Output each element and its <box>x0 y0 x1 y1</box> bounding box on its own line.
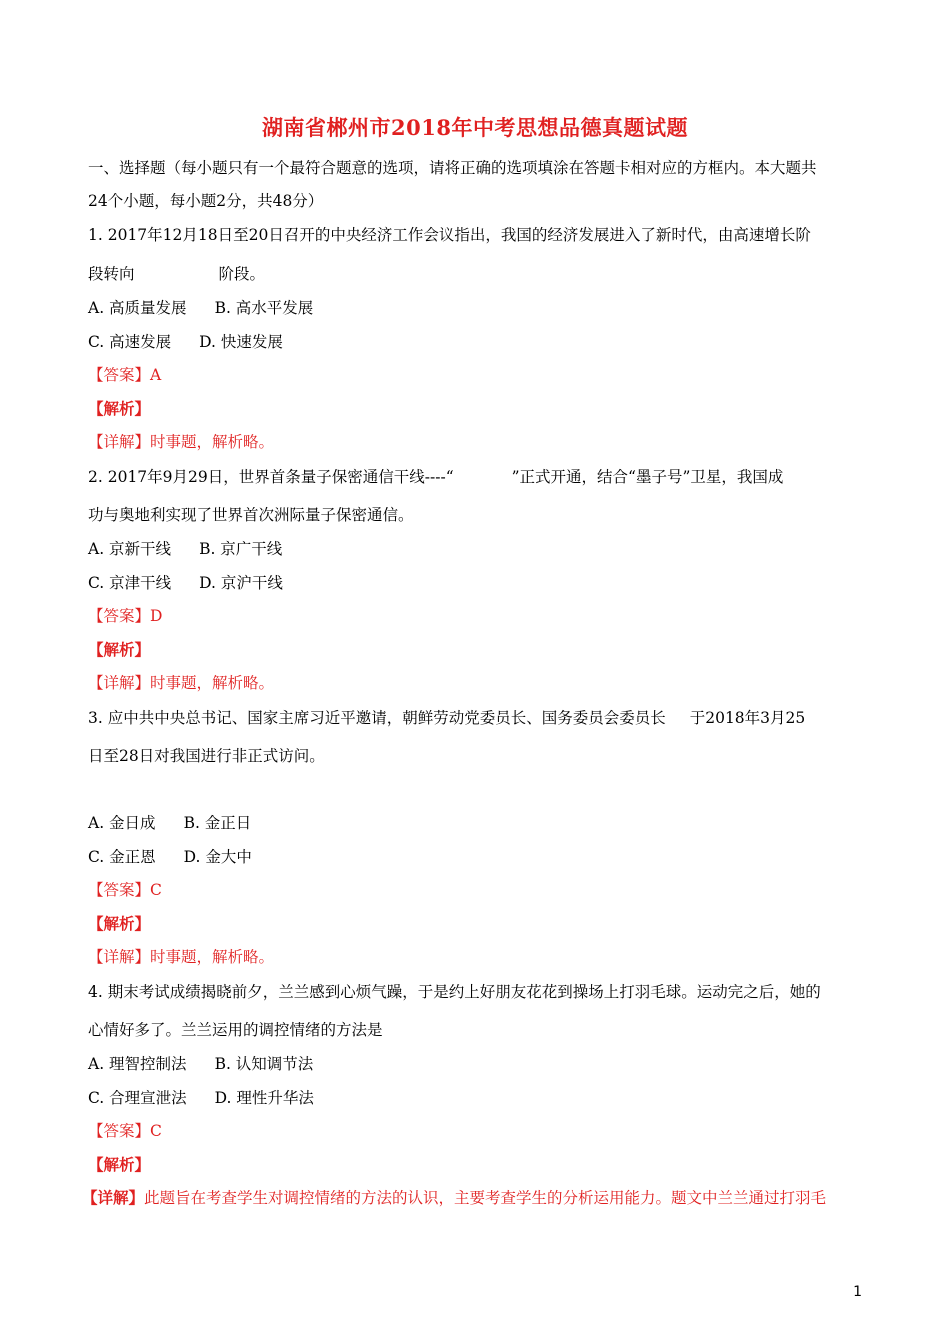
q1-option-d: D. 快速发展 <box>199 333 283 351</box>
q1-stem-line2 <box>88 264 265 284</box>
q3-analysis: 【解析】 <box>88 914 151 933</box>
q3-stem-part-b: 于2018年3月25 <box>689 709 806 727</box>
q4-detail-text: 此题旨在考查学生对调控情绪的方法的认识，主要考查学生的分析运用能力。题文中兰兰通过打羽毛 <box>144 1189 827 1207</box>
q1-option-a: A. 高质量发展 <box>88 299 187 317</box>
page-number: 1 <box>853 1284 862 1300</box>
q3-answer: 【答案】C <box>88 881 162 899</box>
q3-stem-part-a: 3. 应中共中央总书记、国家主席习近平邀请，朝鲜劳动党委员长、国务委员会委员长 <box>88 709 666 727</box>
q4-answer: 【答案】C <box>88 1122 162 1140</box>
q4-option-b: B. 认知调节法 <box>214 1055 314 1073</box>
q3-option-a: A. 金日成 <box>88 814 156 832</box>
q1-stem-line1: 1. 2017年12月18日至20日召开的中央经济工作会议指出，我国的经济发展进入了新时代，由高速增长阶 <box>88 226 811 244</box>
q2-option-a: A. 京新干线 <box>88 540 172 558</box>
q3-option-d: D. 金大中 <box>183 848 252 866</box>
q2-option-c: C. 京津干线 <box>88 574 172 592</box>
q2-analysis: 【解析】 <box>88 640 151 659</box>
q1-option-c: C. 高速发展 <box>88 333 172 351</box>
q3-option-c: C. 金正恩 <box>88 848 156 866</box>
q1-analysis: 【解析】 <box>88 399 151 418</box>
q4-stem-line2: 心情好多了。兰兰运用的调控情绪的方法是 <box>88 1021 383 1039</box>
page-title: 湖南省郴州市2018年中考思想品德真题试题 <box>262 115 688 140</box>
q3-option-b: B. 金正日 <box>183 814 252 832</box>
q4-detail <box>82 1188 826 1208</box>
q2-options-row2 <box>88 573 283 593</box>
q2-stem-line1 <box>88 467 783 487</box>
q2-stem-part-a: 2. 2017年9月29日，世界首条量子保密通信干线----“ <box>88 468 454 486</box>
q3-options-row2 <box>88 847 252 867</box>
q4-options-row1 <box>88 1054 313 1074</box>
q1-options-row1 <box>88 298 313 318</box>
q3-options-row1 <box>88 813 251 833</box>
q2-option-b: B. 京广干线 <box>199 540 283 558</box>
q4-stem-line1: 4. 期末考试成绩揭晓前夕，兰兰感到心烦气躁，于是约上好朋友花花到操场上打羽毛球。运动完之后，她的 <box>88 983 821 1001</box>
q1-stem-part-b: 阶段。 <box>218 265 266 283</box>
q3-stem-line2: 日至28日对我国进行非正式访问。 <box>88 747 325 765</box>
section-heading-line1: 一、选择题（每小题只有一个最符合题意的选项，请将正确的选项填涂在答题卡相对应的方框内。本大题共 <box>88 159 817 177</box>
q1-option-b: B. 高水平发展 <box>214 299 314 317</box>
q4-detail-label: 【详解】 <box>82 1188 145 1207</box>
q2-option-d: D. 京沪干线 <box>199 574 283 592</box>
section-heading-line2: 24个小题，每小题2分，共48分） <box>88 192 324 210</box>
q2-detail: 【详解】时事题，解析略。 <box>88 674 275 692</box>
q4-option-c: C. 合理宣泄法 <box>88 1089 187 1107</box>
q4-options-row2 <box>88 1088 314 1108</box>
q4-analysis: 【解析】 <box>88 1155 151 1174</box>
q2-stem-line2: 功与奥地利实现了世界首次洲际量子保密通信。 <box>88 506 414 524</box>
q2-answer: 【答案】D <box>88 607 163 625</box>
q1-answer: 【答案】A <box>88 366 162 384</box>
q4-option-d: D. 理性升华法 <box>214 1089 314 1107</box>
q4-option-a: A. 理智控制法 <box>88 1055 187 1073</box>
q3-stem-line1 <box>88 708 805 728</box>
q2-options-row1 <box>88 539 282 559</box>
q2-stem-part-b: ”正式开通，结合“墨子号”卫星，我国成 <box>511 468 784 486</box>
q1-stem-part-a: 段转向 <box>88 265 135 283</box>
q3-detail: 【详解】时事题，解析略。 <box>88 948 275 966</box>
q1-options-row2 <box>88 332 283 352</box>
q1-detail: 【详解】时事题，解析略。 <box>88 433 275 451</box>
